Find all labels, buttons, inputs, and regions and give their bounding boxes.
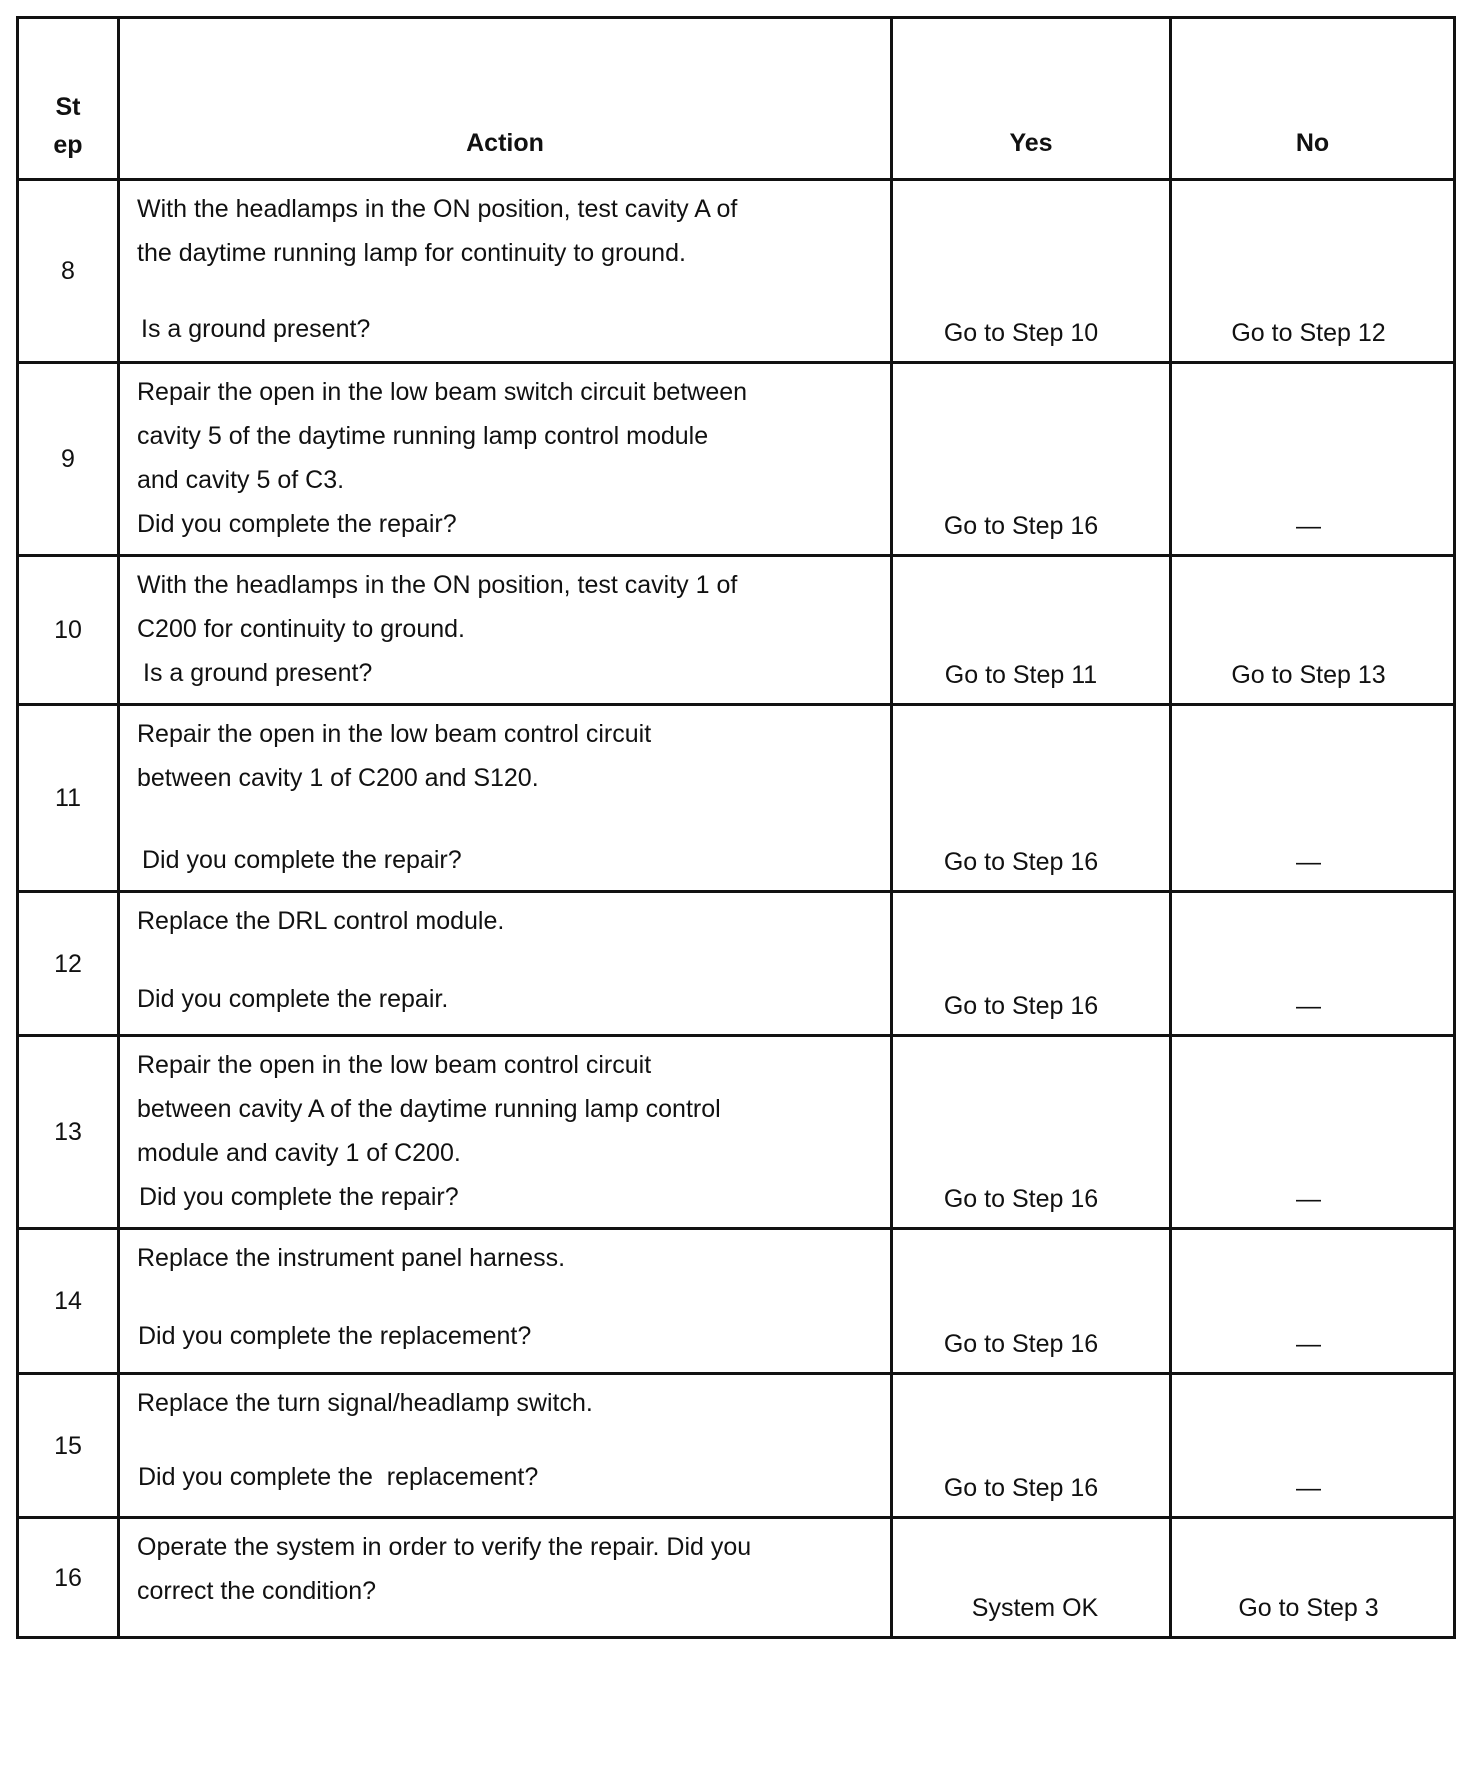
no-cell: — <box>1171 363 1455 556</box>
action-line: cavity 5 of the daytime running lamp control module <box>137 422 709 450</box>
action-cell <box>119 363 892 556</box>
step-number: 14 <box>18 1229 119 1374</box>
action-question: Did you complete the repair? <box>142 846 462 874</box>
action-question: Is a ground present? <box>143 659 373 687</box>
action-cell <box>119 1518 892 1638</box>
action-line: Repair the open in the low beam control circuit <box>137 720 652 748</box>
action-line: correct the condition? <box>137 1577 377 1605</box>
action-line: Replace the DRL control module. <box>137 907 505 935</box>
no-cell: Go to Step 3 <box>1171 1518 1455 1638</box>
yes-cell: Go to Step 16 <box>892 363 1171 556</box>
action-cell <box>119 892 892 1036</box>
yes-cell: Go to Step 16 <box>892 1036 1171 1229</box>
action-line: Repair the open in the low beam control circuit <box>137 1051 652 1079</box>
no-cell: — <box>1171 892 1455 1036</box>
no-cell: — <box>1171 1374 1455 1518</box>
header-step-line1: St <box>55 93 81 121</box>
action-line: Replace the turn signal/headlamp switch. <box>137 1389 593 1417</box>
header-step-line2: ep <box>53 131 83 159</box>
no-cell: Go to Step 12 <box>1171 180 1455 363</box>
table-row <box>18 1374 1455 1518</box>
action-cell <box>119 1036 892 1229</box>
yes-cell: Go to Step 16 <box>892 705 1171 892</box>
yes-cell: Go to Step 16 <box>892 1374 1171 1518</box>
step-number: 13 <box>18 1036 119 1229</box>
no-cell: — <box>1171 1229 1455 1374</box>
action-line: Repair the open in the low beam switch circuit between <box>137 378 748 406</box>
header-step <box>18 18 119 180</box>
action-line: C200 for continuity to ground. <box>137 615 465 643</box>
action-cell <box>119 1374 892 1518</box>
action-question: Did you complete the replacement? <box>138 1322 532 1350</box>
action-cell <box>119 180 892 363</box>
step-number: 11 <box>18 705 119 892</box>
step-number: 12 <box>18 892 119 1036</box>
action-cell <box>119 556 892 705</box>
table-row <box>18 363 1455 556</box>
action-line: Replace the instrument panel harness. <box>137 1244 566 1272</box>
action-line: Operate the system in order to verify the repair. Did you <box>137 1533 752 1561</box>
no-cell: — <box>1171 705 1455 892</box>
table-row <box>18 1036 1455 1229</box>
action-line: With the headlamps in the ON position, test cavity 1 of <box>137 571 738 599</box>
no-cell: — <box>1171 1036 1455 1229</box>
table-row <box>18 556 1455 705</box>
action-question: Did you complete the replacement? <box>138 1463 539 1491</box>
action-line: and cavity 5 of C3. <box>137 466 345 494</box>
yes-cell: System OK <box>892 1518 1171 1638</box>
action-line: module and cavity 1 of C200. <box>137 1139 461 1167</box>
step-number: 8 <box>18 180 119 363</box>
action-question: Did you complete the repair? <box>137 510 457 538</box>
yes-cell: Go to Step 11 <box>892 556 1171 705</box>
action-question: Is a ground present? <box>141 315 371 343</box>
action-question: Did you complete the repair. <box>137 985 449 1013</box>
table-row <box>18 892 1455 1036</box>
header-no: No <box>1171 18 1455 180</box>
action-line: between cavity A of the daytime running lamp control <box>137 1095 721 1123</box>
no-cell: Go to Step 13 <box>1171 556 1455 705</box>
action-line: the daytime running lamp for continuity to ground. <box>137 239 686 267</box>
yes-cell: Go to Step 16 <box>892 1229 1171 1374</box>
action-question: Did you complete the repair? <box>139 1183 459 1211</box>
header-row <box>18 18 1455 180</box>
header-yes: Yes <box>892 18 1171 180</box>
header-action: Action <box>119 18 892 180</box>
yes-cell: Go to Step 10 <box>892 180 1171 363</box>
yes-cell: Go to Step 16 <box>892 892 1171 1036</box>
action-cell <box>119 1229 892 1374</box>
table-row <box>18 705 1455 892</box>
action-line: between cavity 1 of C200 and S120. <box>137 764 539 792</box>
table-row <box>18 180 1455 363</box>
step-number: 9 <box>18 363 119 556</box>
step-number: 15 <box>18 1374 119 1518</box>
table-row <box>18 1229 1455 1374</box>
table-row <box>18 1518 1455 1638</box>
action-line: With the headlamps in the ON position, test cavity A of <box>137 195 738 223</box>
action-cell <box>119 705 892 892</box>
step-number: 10 <box>18 556 119 705</box>
step-number: 16 <box>18 1518 119 1638</box>
diagnostic-step-table <box>16 16 1456 1639</box>
